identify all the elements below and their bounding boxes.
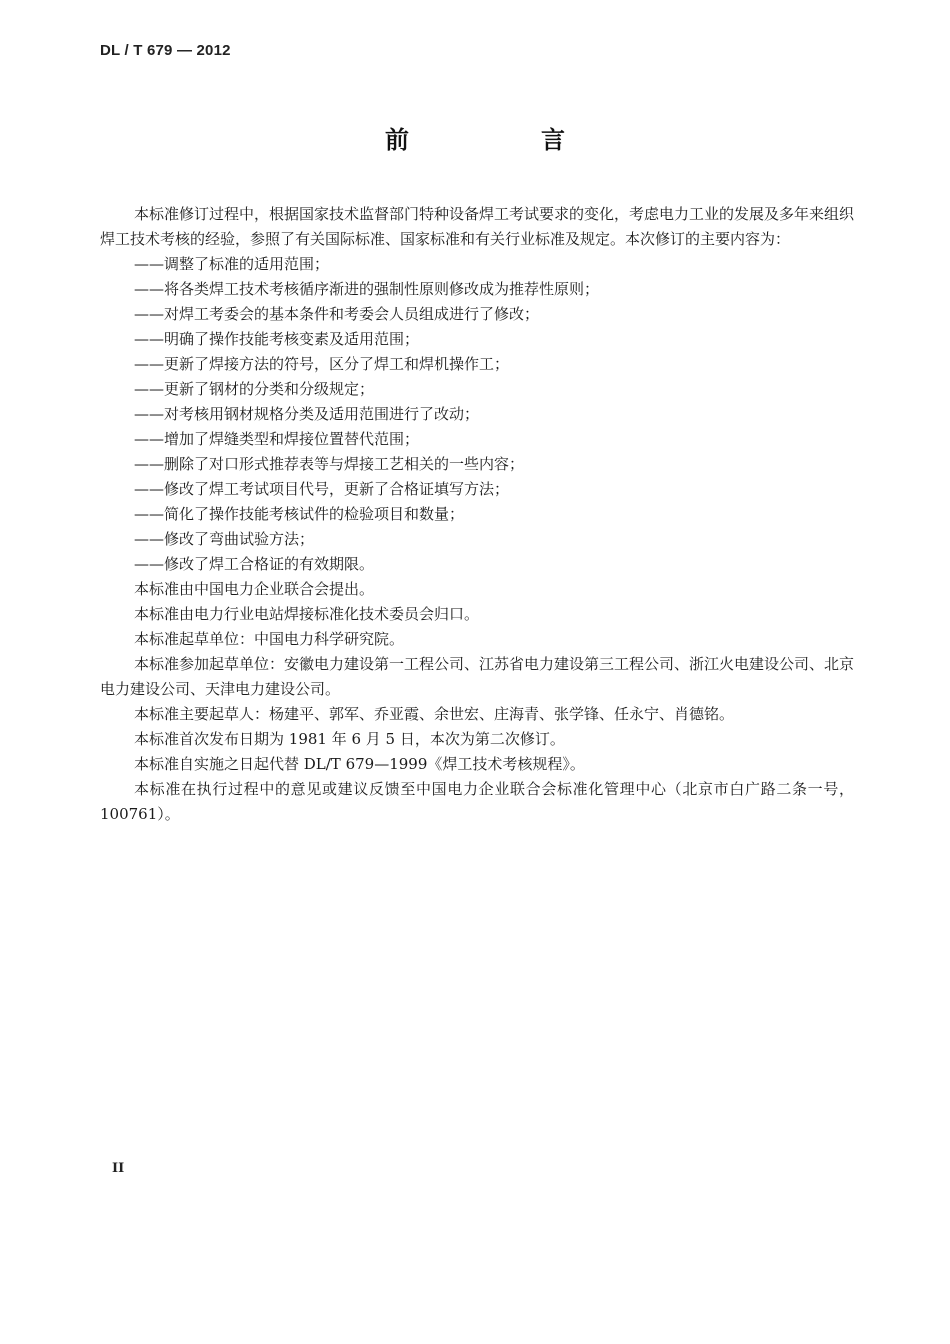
drafting-unit-statement: 本标准起草单位：中国电力科学研究院。 (134, 630, 405, 648)
list-item: ——对焊工考委会的基本条件和考委会人员组成进行了修改； (134, 305, 540, 323)
list-item: ——简化了操作技能考核试件的检验项目和数量； (134, 505, 465, 523)
foreword-body (100, 202, 854, 827)
list-item: ——更新了钢材的分类和分级规定； (134, 380, 375, 398)
committee-statement: 本标准由电力行业电站焊接标准化技术委员会归口。 (134, 605, 480, 623)
list-item: ——删除了对口形式推荐表等与焊接工艺相关的一些内容； (134, 455, 525, 473)
intro-paragraph: 本标准修订过程中，根据国家技术监督部门特种设备焊工考试要求的变化，考虑电力工业的发展及多年来组织焊工技术考核的经验，参照了有关国际标准、国家标准和有关行业标准及规定。本次修订的主要内容为： (100, 205, 855, 248)
release-date-statement: 本标准首次发布日期为 1981 年 6 月 5 日，本次为第二次修订。 (134, 730, 565, 748)
list-item: ——将各类焊工技术考核循序渐进的强制性原则修改成为推荐性原则； (134, 280, 600, 298)
feedback-statement: 本标准在执行过程中的意见或建议反馈至中国电力企业联合会标准化管理中心（北京市白广路二条一号，100761）。 (100, 780, 854, 823)
list-item: ——修改了焊工合格证的有效期限。 (134, 555, 375, 573)
drafters-statement: 本标准主要起草人：杨建平、郭军、乔亚霞、余世宏、庄海青、张学锋、任永宁、肖德铭。 (134, 705, 735, 723)
standard-code: DL / T 679 — 2012 (100, 42, 231, 59)
list-item: ——明确了操作技能考核变素及适用范围； (134, 330, 420, 348)
proposer-statement: 本标准由中国电力企业联合会提出。 (134, 580, 375, 598)
replacement-statement: 本标准自实施之日起代替 DL/T 679—1999《焊工技术考核规程》。 (134, 755, 585, 773)
page-title: 前 言 (385, 126, 619, 154)
list-item: ——更新了焊接方法的符号，区分了焊工和焊机操作工； (134, 355, 510, 373)
list-item: ——修改了弯曲试验方法； (134, 530, 315, 548)
participating-units-statement: 本标准参加起草单位：安徽电力建设第一工程公司、江苏省电力建设第三工程公司、浙江火电建设公司、北京电力建设公司、天津电力建设公司。 (100, 655, 855, 698)
changes-list (100, 252, 854, 577)
list-item: ——增加了焊缝类型和焊接位置替代范围； (134, 430, 420, 448)
list-item: ——对考核用钢材规格分类及适用范围进行了改动； (134, 405, 480, 423)
list-item: ——修改了焊工考试项目代号，更新了合格证填写方法； (134, 480, 510, 498)
list-item: ——调整了标准的适用范围； (134, 255, 330, 273)
page-number: II (112, 1161, 125, 1176)
